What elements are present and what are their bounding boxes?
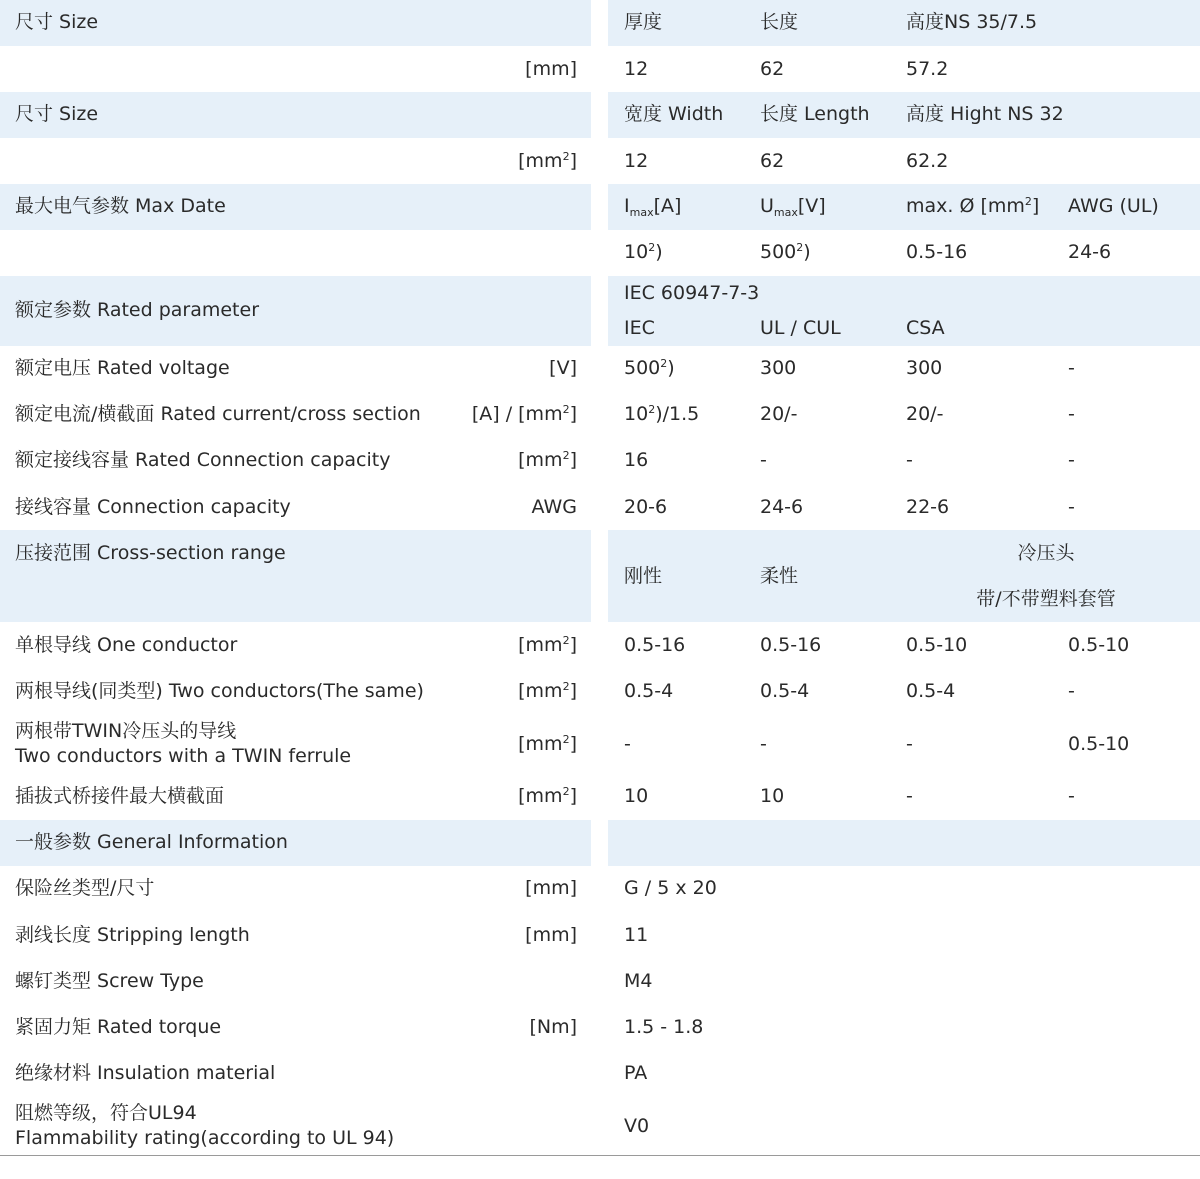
value-csa: 300 — [906, 357, 943, 379]
value-width: 12 — [624, 150, 649, 172]
value-height: 62.2 — [906, 150, 949, 172]
col-header-ul-cul: UL / CUL — [760, 317, 841, 339]
spec-row-twin-ferrule — [0, 714, 1200, 774]
value-ul: 24-6 — [760, 496, 804, 518]
row-label-zh: 阻燃等级，符合UL94 — [15, 1102, 197, 1124]
value: M4 — [624, 970, 653, 992]
row-band-right — [608, 0, 1200, 46]
value-ul: - — [760, 449, 767, 471]
col-header-max-diameter: max. Ø $[mm^2]$ — [906, 195, 1040, 217]
row-label: 绝缘材料 Insulation material — [15, 1062, 276, 1084]
col-header-umax: $U_{max}[V]$ — [760, 195, 826, 219]
value-ferrule-with-sleeve: 0.5-10 — [906, 634, 968, 656]
row-label: 插拔式桥接件最大横截面 — [15, 785, 225, 807]
row-label-en: Two conductors with a TWIN ferrule — [15, 745, 352, 767]
col-header-csa: CSA — [906, 317, 945, 339]
spec-row-size-thickness-values — [0, 46, 1200, 92]
spec-row-screw-type — [0, 958, 1200, 1004]
value-extra: - — [1068, 403, 1075, 425]
row-unit: $[mm^2]$ — [518, 785, 577, 807]
col-header-iec: IEC — [624, 317, 655, 339]
value-length: 62 — [760, 150, 785, 172]
col-header-height: 高度NS 35/7.5 — [906, 11, 1038, 33]
value-ferrule-with-sleeve: 0.5-4 — [906, 680, 956, 702]
spec-row-rated-connection-capacity — [0, 438, 1200, 484]
value: PA — [624, 1062, 648, 1084]
value-max-diameter: 0.5-16 — [906, 241, 968, 263]
row-label: 最大电气参数 Max Date — [15, 195, 226, 217]
spec-row-fuse-type — [0, 866, 1200, 912]
row-label: 额定电流/横截面 Rated current/cross section — [15, 403, 421, 425]
col-header-flexible: 柔性 — [760, 565, 799, 587]
row-label: 两根导线(同类型) Two conductors(The same) — [15, 680, 424, 702]
col-header-length: 长度 — [760, 11, 799, 33]
spec-row-stripping-length — [0, 912, 1200, 958]
value-thickness: 12 — [624, 58, 649, 80]
row-label-en: Flammability rating(according to UL 94) — [15, 1127, 395, 1149]
value-length: 62 — [760, 58, 785, 80]
value: 1.5 - 1.8 — [624, 1016, 704, 1038]
col-header-ferrule-sleeve: 带/不带塑料套管 — [976, 588, 1116, 610]
value-awg: 24-6 — [1068, 241, 1112, 263]
row-label: 一般参数 General Information — [15, 831, 288, 853]
col-header-width: 宽度 Width — [624, 103, 724, 125]
row-unit: [mm] — [525, 877, 577, 899]
spec-row-rated-torque — [0, 1004, 1200, 1050]
spec-row-rated-current — [0, 392, 1200, 438]
spec-row-flammability-rating — [0, 1096, 1200, 1154]
value-ul: 20/- — [760, 403, 798, 425]
value-csa: 20/- — [906, 403, 944, 425]
value-rigid: 0.5-16 — [624, 634, 686, 656]
value-extra: - — [1068, 496, 1075, 518]
spec-row-general-information-header — [0, 820, 1200, 866]
spec-row-insulation-material — [0, 1050, 1200, 1096]
value-csa: 22-6 — [906, 496, 950, 518]
standard-reference: IEC 60947-7-3 — [624, 282, 760, 304]
spec-row-plug-in-bridge — [0, 774, 1200, 820]
row-unit: [mm] — [525, 58, 577, 80]
value-rigid: 10 — [624, 785, 649, 807]
value-flexible: - — [760, 733, 767, 755]
value-ferrule-without-sleeve: - — [1068, 680, 1075, 702]
row-band-right — [608, 820, 1200, 866]
value-flexible: 0.5-16 — [760, 634, 822, 656]
value-iec: $10^2)/1.5$ — [624, 403, 700, 425]
value: V0 — [624, 1115, 650, 1137]
value-ferrule-with-sleeve: - — [906, 733, 913, 755]
value-ferrule-without-sleeve: 0.5-10 — [1068, 733, 1130, 755]
row-label: 尺寸 Size — [15, 103, 99, 125]
col-header-ferrule: 冷压头 — [1017, 542, 1075, 564]
row-unit: $[mm^2]$ — [518, 150, 577, 172]
col-header-imax: $I_{max}[A]$ — [624, 195, 682, 219]
spec-row-size-thickness-header — [0, 0, 1200, 46]
row-unit: [mm] — [525, 924, 577, 946]
col-header-height: 高度 Hight NS 32 — [906, 103, 1064, 125]
value-iec: 20-6 — [624, 496, 668, 518]
row-unit: $[A] / [mm^2]$ — [471, 403, 577, 425]
row-label: 尺寸 Size — [15, 11, 99, 33]
row-label-zh: 两根带TWIN冷压头的导线 — [15, 720, 237, 742]
value-flexible: 10 — [760, 785, 785, 807]
spec-row-size-width-header — [0, 92, 1200, 138]
value: 11 — [624, 924, 649, 946]
spec-row-max-date-header — [0, 184, 1200, 230]
row-unit: [Nm] — [529, 1016, 577, 1038]
value-extra: - — [1068, 449, 1075, 471]
row-label: 额定电压 Rated voltage — [15, 357, 230, 379]
col-header-length: 长度 Length — [760, 103, 870, 125]
spec-row-one-conductor — [0, 622, 1200, 668]
table-bottom-rule — [0, 1155, 1200, 1156]
row-unit: $[mm^2]$ — [518, 634, 577, 656]
spec-row-rated-voltage — [0, 346, 1200, 392]
value-flexible: 0.5-4 — [760, 680, 810, 702]
value-height: 57.2 — [906, 58, 949, 80]
spec-row-connection-capacity — [0, 484, 1200, 530]
value-ferrule-without-sleeve: 0.5-10 — [1068, 634, 1130, 656]
value-imax: $10^2$) — [624, 241, 663, 263]
spec-row-two-conductors-same — [0, 668, 1200, 714]
value-ul: 300 — [760, 357, 797, 379]
value-rigid: - — [624, 733, 631, 755]
row-label: 接线容量 Connection capacity — [15, 496, 291, 518]
row-unit: [V] — [549, 357, 577, 379]
row-label: 剥线长度 Stripping length — [15, 924, 250, 946]
spec-row-cross-section-range-header — [0, 530, 1200, 622]
row-label: 螺钉类型 Screw Type — [15, 970, 204, 992]
row-label: 紧固力矩 Rated torque — [15, 1016, 222, 1038]
value-iec: $500^2$) — [624, 357, 675, 379]
value-umax: $500^2$) — [760, 241, 811, 263]
spec-row-max-date-values — [0, 230, 1200, 276]
row-unit: $[mm^2]$ — [518, 680, 577, 702]
row-label: 额定参数 Rated parameter — [15, 299, 260, 321]
spec-row-size-width-values — [0, 138, 1200, 184]
value-rigid: 0.5-4 — [624, 680, 674, 702]
spec-row-rated-parameter-header — [0, 276, 1200, 346]
row-unit: $[mm^2]$ — [518, 733, 577, 755]
value-ferrule-with-sleeve: - — [906, 785, 913, 807]
row-unit: $[mm^2]$ — [518, 449, 577, 471]
col-header-awg: AWG (UL) — [1068, 195, 1159, 217]
row-label: 单根导线 One conductor — [15, 634, 238, 656]
col-header-thickness: 厚度 — [624, 11, 663, 33]
col-header-rigid: 刚性 — [624, 565, 663, 587]
value: G / 5 x 20 — [624, 877, 717, 899]
value-ferrule-without-sleeve: - — [1068, 785, 1075, 807]
row-unit: AWG — [531, 496, 577, 518]
value-csa: - — [906, 449, 913, 471]
row-label: 保险丝类型/尺寸 — [15, 877, 155, 899]
row-label: 额定接线容量 Rated Connection capacity — [15, 449, 391, 471]
row-label: 压接范围 Cross-section range — [15, 542, 286, 564]
value-extra: - — [1068, 357, 1075, 379]
value-iec: 16 — [624, 449, 649, 471]
